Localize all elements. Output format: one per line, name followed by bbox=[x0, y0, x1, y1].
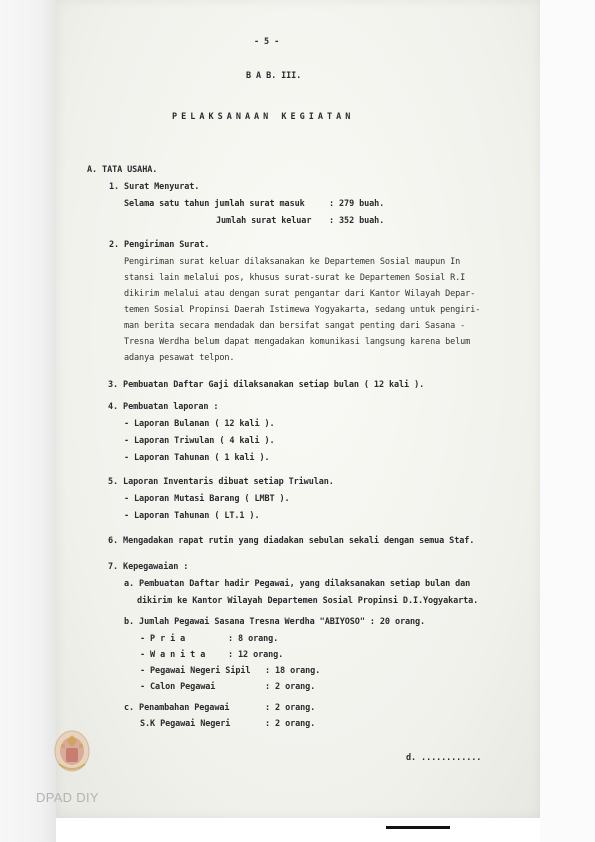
scan-left-margin bbox=[0, 0, 56, 842]
section-heading: A. TATA USAHA. bbox=[87, 165, 158, 175]
incoming-mail-text: Selama satu tahun jumlah surat masuk bbox=[124, 199, 305, 209]
watermark-text: DPAD DIY bbox=[36, 790, 99, 805]
scan-right-margin bbox=[540, 0, 595, 842]
item-3-text: 3. Pembuatan Daftar Gaji dilaksanakan setiap bulan ( 12 kali ). bbox=[108, 380, 425, 390]
staff-row-label: - P r i a bbox=[140, 634, 186, 644]
item-4-label: 4. Pembuatan laporan : bbox=[108, 402, 219, 412]
staff-row-label: - W a n i t a bbox=[140, 650, 206, 660]
staff-row-label: - Calon Pegawai bbox=[140, 682, 216, 692]
item-5-label: 5. Laporan Inventaris dibuat setiap Triwulan. bbox=[108, 477, 334, 487]
page-title: PELAKSANAAN KEGIATAN bbox=[172, 112, 355, 122]
inventory-line: - Laporan Tahunan ( LT.1 ). bbox=[124, 511, 260, 521]
addition-row-value: : 2 orang. bbox=[265, 703, 316, 713]
staff-row-label: - Pegawai Negeri Sipil bbox=[140, 666, 251, 676]
paragraph-line: adanya pesawat telpon. bbox=[124, 353, 235, 363]
paragraph-line: temen Sosial Propinsi Daerah Istimewa Yogyakarta, sedang untuk pengiri- bbox=[124, 305, 481, 315]
attendance-line: dikirim ke Kantor Wilayah Departemen Sosial Propinsi D.I.Yogyakarta. bbox=[137, 596, 479, 606]
outgoing-mail-value: : 352 buah. bbox=[329, 216, 385, 226]
staff-row-value: : 18 orang. bbox=[265, 666, 321, 676]
dpad-diy-logo bbox=[50, 726, 94, 780]
item-7-label: 7. Kepegawaian : bbox=[108, 562, 189, 572]
report-line: - Laporan Tahunan ( 1 kali ). bbox=[124, 453, 270, 463]
paragraph-line: Tresna Werdha belum dapat mengadakan komunikasi langsung karena belum bbox=[124, 337, 471, 347]
addition-row-label: S.K Pegawai Negeri bbox=[140, 719, 231, 729]
item-1-label: 1. Surat Menyurat. bbox=[109, 182, 200, 192]
addition-row-label: c. Penambahan Pegawai bbox=[124, 703, 230, 713]
paragraph-line: man berita secara mendadak dan bersifat sangat penting dari Sasana - bbox=[124, 321, 466, 331]
addition-row-value: : 2 orang. bbox=[265, 719, 316, 729]
staff-row-value: : 2 orang. bbox=[265, 682, 316, 692]
item-d-continuation: d. ............ bbox=[406, 753, 482, 763]
report-line: - Laporan Triwulan ( 4 kali ). bbox=[124, 436, 275, 446]
page-number: - 5 - bbox=[254, 37, 280, 47]
attendance-line: a. Pembuatan Daftar hadir Pegawai, yang dilaksanakan setiap bulan dan bbox=[124, 579, 471, 589]
paragraph-line: Pengiriman surat keluar dilaksanakan ke Departemen Sosial maupun In bbox=[124, 257, 461, 267]
incoming-mail-value: : 279 buah. bbox=[329, 199, 385, 209]
staff-count-label: b. Jumlah Pegawai Sasana Tresna Werdha "ABIYOSO" : 20 orang. bbox=[124, 617, 426, 627]
paragraph-line: stansi lain melalui pos, khusus surat-surat ke Departemen Sosial R.I bbox=[124, 273, 466, 283]
staff-row-value: : 12 orang. bbox=[228, 650, 284, 660]
report-line: - Laporan Bulanan ( 12 kali ). bbox=[124, 419, 275, 429]
paragraph-line: dikirim melalui atau dengan surat pengantar dari Kantor Wilayah Depar- bbox=[124, 289, 476, 299]
item-2-label: 2. Pengiriman Surat. bbox=[109, 240, 210, 250]
item-6-text: 6. Mengadakan rapat rutin yang diadakan sebulan sekali dengan semua Staf. bbox=[108, 536, 475, 546]
chapter-heading: B A B. III. bbox=[246, 71, 302, 81]
staff-row-value: : 8 orang. bbox=[228, 634, 279, 644]
scan-bottom-mark bbox=[386, 826, 450, 829]
outgoing-mail-text: Jumlah surat keluar bbox=[216, 216, 312, 226]
inventory-line: - Laporan Mutasi Barang ( LMBT ). bbox=[124, 494, 290, 504]
